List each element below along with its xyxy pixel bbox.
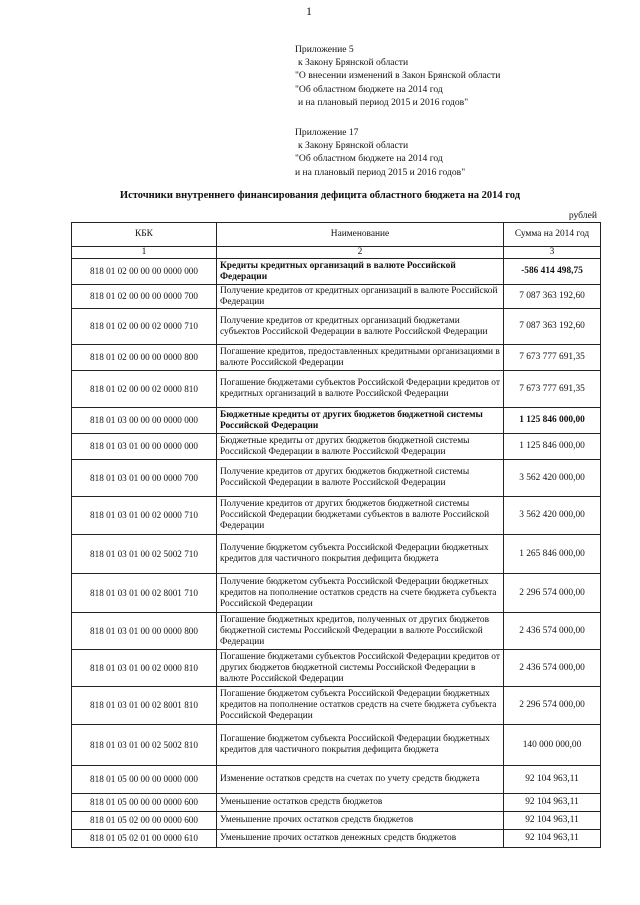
table-row — [72, 794, 601, 812]
name-cell: Погашение бюджетом субъекта Российской Федерации бюджетных кредитов для частичного покрытия дефицита бюджета — [217, 725, 504, 766]
name-cell: Уменьшение прочих остатков средств бюджетов — [217, 812, 504, 830]
table-row — [72, 725, 601, 766]
name-cell: Получение кредитов от кредитных организаций в валюте Российской Федерации — [217, 285, 504, 309]
page-number: 1 — [306, 4, 312, 18]
kbk-cell: 818 01 05 02 01 00 0000 610 — [72, 830, 217, 848]
table-row — [72, 687, 601, 725]
table-row — [72, 766, 601, 794]
sum-cell: -586 414 498,75 — [504, 259, 601, 285]
table-row — [72, 613, 601, 650]
kbk-cell: 818 01 03 00 00 00 0000 000 — [72, 408, 217, 434]
annex-5-line: Приложение 5 — [295, 44, 354, 55]
header-name: Наименование — [217, 223, 504, 247]
name-cell: Получение кредитов от кредитных организаций бюджетами субъектов Российской Федерации в валюте Российской Федерации — [217, 309, 504, 345]
units-label: рублей — [568, 210, 597, 221]
table-row — [72, 371, 601, 408]
table-row — [72, 497, 601, 535]
sum-cell: 7 673 777 691,35 — [504, 345, 601, 371]
annex-5-line: к Закону Брянской области — [298, 57, 409, 69]
kbk-cell: 818 01 05 00 00 00 0000 000 — [72, 766, 217, 794]
kbk-cell: 818 01 03 01 00 00 0000 000 — [72, 434, 217, 460]
kbk-cell: 818 01 02 00 00 00 0000 000 — [72, 259, 217, 285]
sum-cell: 7 087 363 192,60 — [504, 285, 601, 309]
financing-sources-table — [71, 222, 601, 848]
table-row — [72, 259, 601, 285]
kbk-cell: 818 01 03 01 00 02 8001 810 — [72, 687, 217, 725]
sum-cell: 2 436 574 000,00 — [504, 650, 601, 687]
name-cell: Получение бюджетом субъекта Российской Федерации бюджетных кредитов для частичного покрытия дефицита бюджета — [217, 535, 504, 574]
name-cell: Получение кредитов от других бюджетов бюджетной системы Российской Федерации бюджетами субъектов в валюте Российской Федерации — [217, 497, 504, 535]
name-cell: Кредиты кредитных организаций в валюте Российской Федерации — [217, 259, 504, 285]
table-row — [72, 285, 601, 309]
column-number: 1 — [72, 247, 217, 259]
annex-17-line: к Закону Брянской области — [298, 140, 409, 152]
table-row — [72, 434, 601, 460]
column-number-row — [72, 247, 601, 259]
table-row — [72, 812, 601, 830]
name-cell: Уменьшение остатков средств бюджетов — [217, 794, 504, 812]
kbk-cell: 818 01 03 01 00 02 8001 710 — [72, 574, 217, 613]
sum-cell: 92 104 963,11 — [504, 812, 601, 830]
name-cell: Получение бюджетом субъекта Российской Федерации бюджетных кредитов на пополнение остатков средств на счете бюджета субъекта Российской Федерации — [217, 574, 504, 613]
sum-cell: 1 125 846 000,00 — [504, 434, 601, 460]
sum-cell: 2 296 574 000,00 — [504, 574, 601, 613]
name-cell: Изменение остатков средств на счетах по учету средств бюджета — [217, 766, 504, 794]
kbk-cell: 818 01 02 00 00 02 0000 810 — [72, 371, 217, 408]
kbk-cell: 818 01 03 01 00 02 5002 810 — [72, 725, 217, 766]
kbk-cell: 818 01 02 00 00 00 0000 800 — [72, 345, 217, 371]
sum-cell: 92 104 963,11 — [504, 766, 601, 794]
annex-5-header — [295, 43, 500, 109]
table-row — [72, 535, 601, 574]
table-row — [72, 309, 601, 345]
sum-cell: 92 104 963,11 — [504, 830, 601, 848]
annex-5-line: "Об областном бюджете на 2014 год — [295, 83, 443, 95]
annex-17-line: "Об областном бюджете на 2014 год — [295, 153, 443, 165]
table-header-row — [72, 223, 601, 247]
sum-cell: 92 104 963,11 — [504, 794, 601, 812]
kbk-cell: 818 01 05 00 00 00 0000 600 — [72, 794, 217, 812]
sum-cell: 2 296 574 000,00 — [504, 687, 601, 725]
sum-cell: 1 265 846 000,00 — [504, 535, 601, 574]
table-row — [72, 408, 601, 434]
sum-cell: 140 000 000,00 — [504, 725, 601, 766]
table-row — [72, 830, 601, 848]
annex-17-line: и на плановый период 2015 и 2016 годов" — [295, 166, 466, 178]
sum-cell: 1 125 846 000,00 — [504, 408, 601, 434]
name-cell: Погашение бюджетами субъектов Российской Федерации кредитов от кредитных организаций в валюте Российской Федерации — [217, 371, 504, 408]
sum-cell: 3 562 420 000,00 — [504, 497, 601, 535]
header-sum: Сумма на 2014 год — [504, 223, 601, 247]
table-row — [72, 345, 601, 371]
header-kbk: КБК — [72, 223, 217, 247]
kbk-cell: 818 01 03 01 00 02 0000 710 — [72, 497, 217, 535]
sum-cell: 2 436 574 000,00 — [504, 613, 601, 650]
annex-17-line: Приложение 17 — [295, 127, 359, 138]
name-cell: Погашение кредитов, предоставленных кредитными организациями в валюте Российской Федерации — [217, 345, 504, 371]
sum-cell: 7 087 363 192,60 — [504, 309, 601, 345]
annex-5-line: "О внесении изменений в Закон Брянской области — [295, 70, 501, 82]
document-title: Источники внутреннего финансирования дефицита областного бюджета на 2014 год — [119, 190, 521, 201]
sum-cell: 3 562 420 000,00 — [504, 460, 601, 497]
kbk-cell: 818 01 03 01 00 00 0000 800 — [72, 613, 217, 650]
table-row — [72, 460, 601, 497]
column-number: 3 — [504, 247, 601, 259]
name-cell: Погашение бюджетами субъектов Российской Федерации кредитов от других бюджетов бюджетной системы Российской Федерации в валюте Российской Федерации — [217, 650, 504, 687]
annex-17-header — [295, 126, 465, 179]
sum-cell: 7 673 777 691,35 — [504, 371, 601, 408]
kbk-cell: 818 01 02 00 00 00 0000 700 — [72, 285, 217, 309]
kbk-cell: 818 01 03 01 00 00 0000 700 — [72, 460, 217, 497]
kbk-cell: 818 01 03 01 00 02 0000 810 — [72, 650, 217, 687]
table-row — [72, 650, 601, 687]
name-cell: Бюджетные кредиты от других бюджетов бюджетной системы Российской Федерации в валюте Российской Федерации — [217, 434, 504, 460]
name-cell: Погашение бюджетом субъекта Российской Федерации бюджетных кредитов на пополнение остатков средств на счете бюджета субъекта Российской Федерации — [217, 687, 504, 725]
kbk-cell: 818 01 05 02 00 00 0000 600 — [72, 812, 217, 830]
name-cell: Бюджетные кредиты от других бюджетов бюджетной системы Российской Федерации — [217, 408, 504, 434]
table-row — [72, 574, 601, 613]
name-cell: Получение кредитов от других бюджетов бюджетной системы Российской Федерации в валюте Российской Федерации — [217, 460, 504, 497]
column-number: 2 — [217, 247, 504, 259]
annex-5-line: и на плановый период 2015 и 2016 годов" — [298, 96, 469, 108]
kbk-cell: 818 01 03 01 00 02 5002 710 — [72, 535, 217, 574]
kbk-cell: 818 01 02 00 00 02 0000 710 — [72, 309, 217, 345]
name-cell: Уменьшение прочих остатков денежных средств бюджетов — [217, 830, 504, 848]
name-cell: Погашение бюджетных кредитов, полученных от других бюджетов бюджетной системы Российской Федерации в валюте Российской Федерации — [217, 613, 504, 650]
